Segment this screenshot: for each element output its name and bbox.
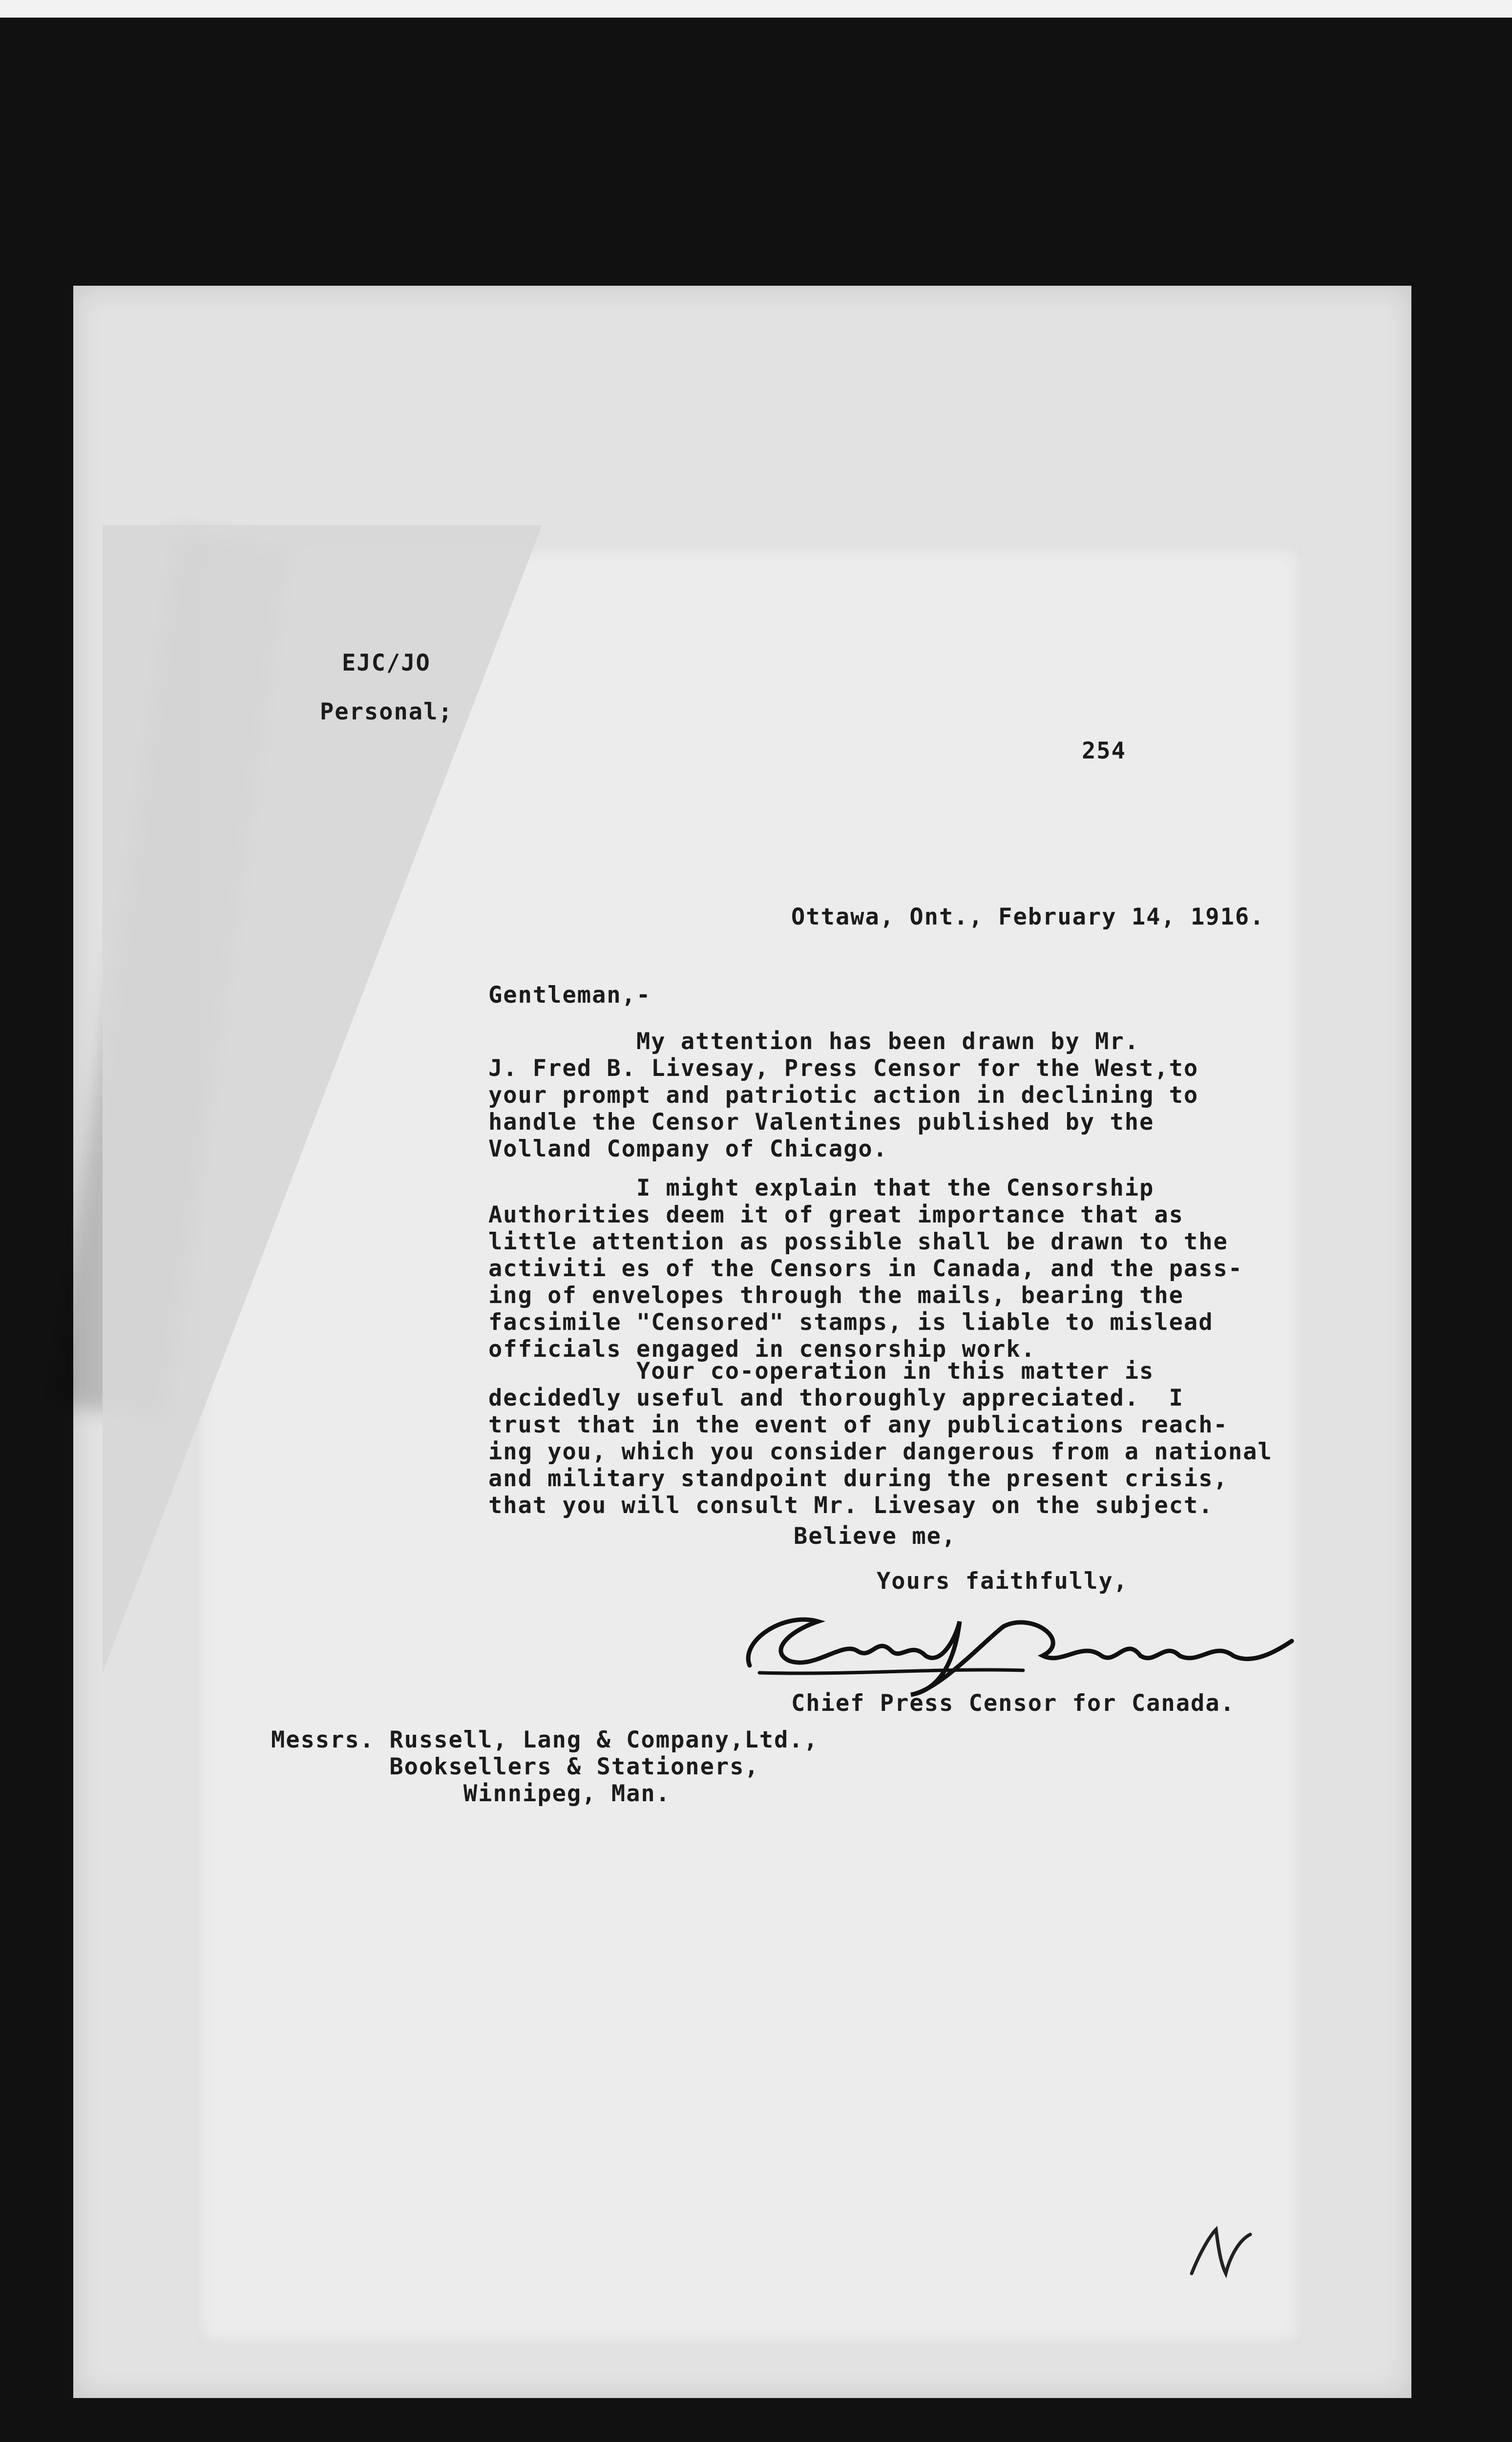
recipient-address: Messrs. Russell, Lang & Company,Ltd., Booksellers & Stationers, Winnipeg, Man.	[271, 1726, 819, 1807]
letter-salutation: Gentleman,-	[488, 982, 651, 1009]
letter-date: Ottawa, Ont., February 14, 1916.	[791, 904, 1265, 930]
letter-paragraph-3: Your co-operation in this matter is decidedly useful and thoroughly appreciated. I trust that in the event of any publications reach- ing you, which you consider dangerous from a national and military standpoint during the present crisis, that you will consult Mr. Livesay on the subject.	[488, 1358, 1273, 1519]
letter-personal-mark: Personal;	[320, 698, 453, 725]
letter-paragraph-2: I might explain that the Censorship Authorities deem it of great importance that as little attention as possible shall be drawn to the activiti es of the Censors in Canada, and the pass- ing of envelopes through the mails, bearing the facsimile "Censored" stamps, is liable to mislead officials engaged in censorship work.	[488, 1175, 1243, 1363]
page-number: 254	[1082, 737, 1126, 764]
letter-paragraph-1: My attention has been drawn by Mr. J. Fred B. Livesay, Press Censor for the West,to your prompt and patriotic action in declining to handle the Censor Valentines published by the Volland Company of Chicago.	[488, 1028, 1199, 1162]
film-edge-strip	[0, 0, 1512, 18]
folded-corner	[103, 525, 542, 1673]
handwritten-signature	[730, 1582, 1306, 1705]
signature-title: Chief Press Censor for Canada.	[791, 1690, 1235, 1717]
handwritten-initial	[1182, 2220, 1255, 2283]
letter-reference: EJC/JO	[342, 650, 431, 676]
letter-closing-2: Yours faithfully,	[877, 1568, 1129, 1595]
letter-closing-1: Believe me,	[794, 1523, 957, 1550]
